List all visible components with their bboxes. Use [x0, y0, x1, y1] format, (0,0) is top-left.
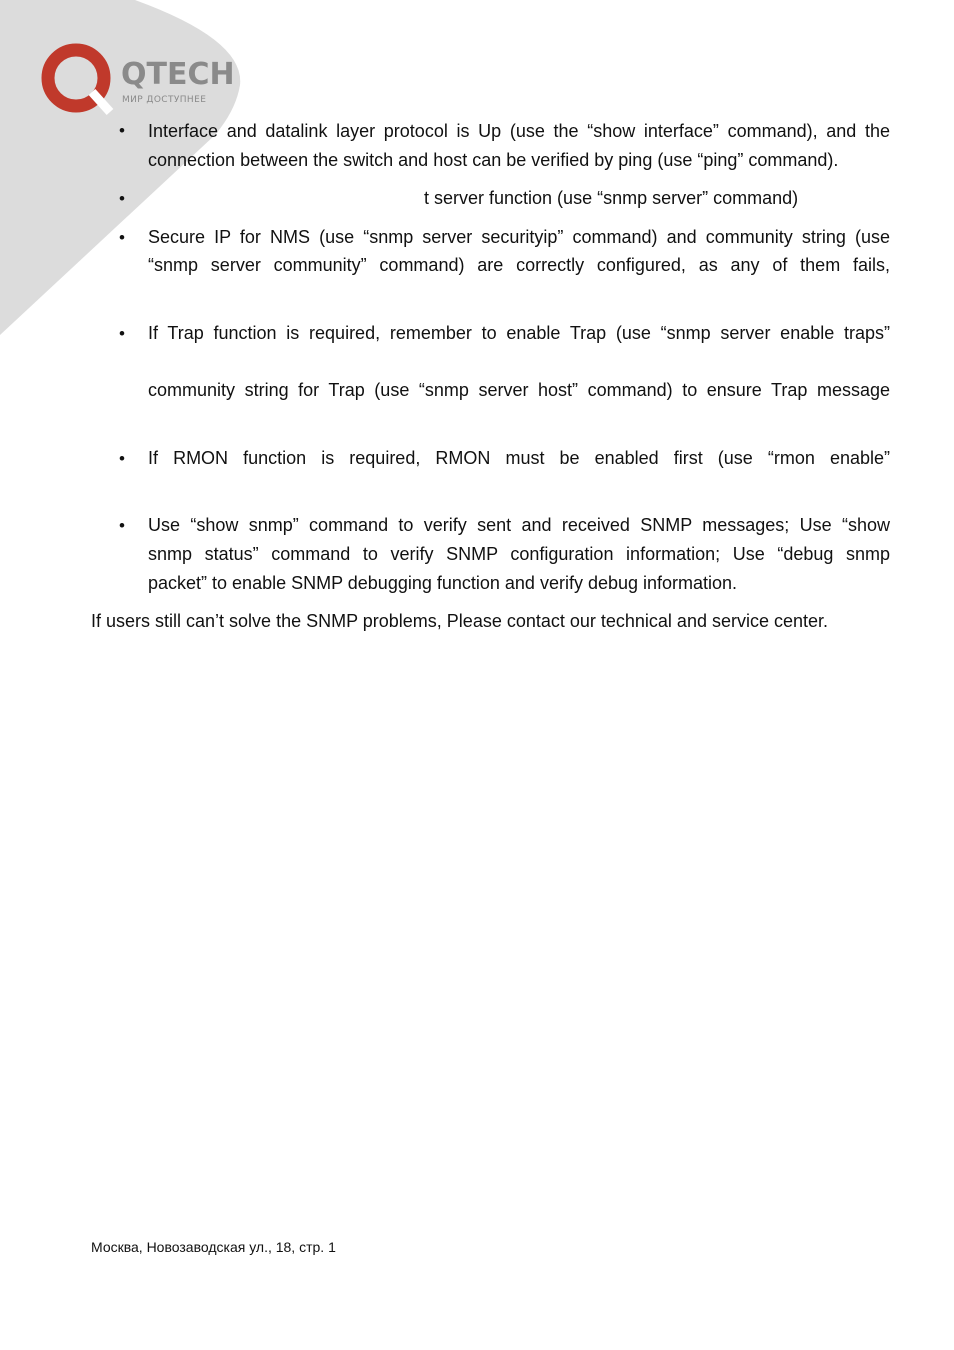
bullet-mark: • — [119, 121, 125, 140]
bullet-mark: • — [119, 516, 125, 535]
bullet-line: If Trap function is required, remember to enable Trap (use “snmp server enable traps” — [148, 323, 890, 343]
bullet-line: t server function (use “snmp server” command) — [424, 188, 799, 208]
bullet-line: connection between the switch and host can be verified by ping (use “ping” command). — [148, 150, 839, 170]
logo-tagline: МИР ДОСТУПНЕЕ — [122, 95, 207, 105]
closing-paragraph: If users still can’t solve the SNMP problems, Please contact our technical and service center. — [91, 611, 829, 631]
bullet-mark: • — [119, 189, 125, 208]
bullet-mark: • — [119, 449, 125, 468]
bullet-mark: • — [119, 228, 125, 247]
bullet-line: If RMON function is required, RMON must be enabled first (use “rmon enable” — [148, 448, 890, 468]
bullet-line: packet” to enable SNMP debugging function and verify debug information. — [148, 573, 738, 593]
bullet-mark: • — [119, 324, 125, 343]
bullet-line: Use “show snmp” command to verify sent and received SNMP messages; Use “show — [148, 515, 890, 535]
bullet-line: community string for Trap (use “snmp server host” command) to ensure Trap message — [148, 380, 890, 400]
bullet-line: snmp status” command to verify SNMP configuration information; Use “debug snmp — [148, 544, 890, 564]
footer-address: Москва, Новозаводская ул., 18, стр. 1 — [91, 1239, 336, 1255]
bullet-line: Interface and datalink layer protocol is Up (use the “show interface” command), and the — [148, 121, 890, 141]
bullet-line: “snmp server community” command) are correctly configured, as any of them fails, — [148, 255, 890, 275]
bullet-line: Secure IP for NMS (use “snmp server securityip” command) and community string (use — [148, 227, 890, 247]
logo-brand: QTECH — [121, 57, 235, 92]
